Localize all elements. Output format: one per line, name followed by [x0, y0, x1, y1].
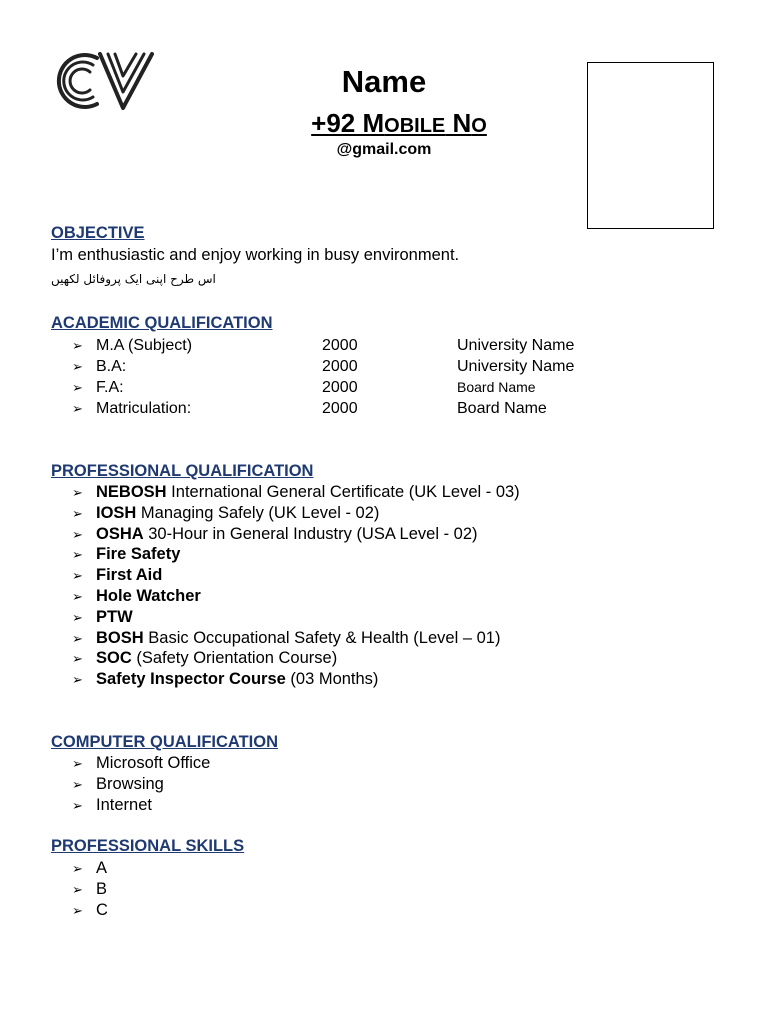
academic-table	[72, 335, 672, 419]
institution: Board Name	[457, 400, 547, 417]
arrow-bullet-icon: ➢	[72, 902, 83, 918]
academic-row	[72, 398, 672, 419]
arrow-bullet-icon: ➢	[72, 359, 83, 374]
academic-row	[72, 356, 672, 377]
arrow-bullet-icon: ➢	[72, 861, 83, 876]
arrow-bullet-icon: ➢	[72, 756, 83, 771]
objective-heading: OBJECTIVE	[51, 224, 145, 242]
list-item: ➢ Internet	[72, 795, 210, 816]
arrow-bullet-icon: ➢	[72, 338, 83, 353]
skills-list	[72, 858, 108, 920]
list-item: ➢ Microsoft Office	[72, 753, 210, 774]
arrow-bullet-icon: ➢	[72, 505, 83, 521]
arrow-bullet-icon: ➢	[72, 568, 83, 584]
arrow-bullet-icon: ➢	[72, 651, 83, 667]
qualification: Matriculation:	[96, 400, 192, 417]
arrow-bullet-icon: ➢	[72, 630, 83, 646]
list-item: ➢ Safety Inspector Course (03 Months)	[72, 669, 520, 690]
year: 2000	[322, 337, 358, 354]
email-address: @gmail.com	[336, 141, 432, 158]
professional-list	[72, 482, 520, 690]
arrow-bullet-icon: ➢	[72, 609, 83, 625]
arrow-bullet-icon: ➢	[72, 588, 83, 604]
skills-heading: PROFESSIONAL SKILLS	[51, 837, 245, 855]
arrow-bullet-icon: ➢	[72, 797, 83, 813]
institution: University Name	[457, 358, 575, 375]
computer-heading: COMPUTER QUALIFICATION	[51, 733, 279, 751]
list-item: ➢ A	[72, 858, 108, 879]
academic-heading: ACADEMIC QUALIFICATION	[51, 314, 273, 332]
mobile-number: +92 MOBILE NO	[311, 108, 487, 138]
year: 2000	[322, 400, 358, 417]
institution: University Name	[457, 337, 575, 354]
photo-placeholder	[587, 62, 714, 229]
list-item: ➢ Browsing	[72, 774, 210, 795]
qualification: F.A:	[96, 379, 124, 396]
academic-row	[72, 377, 672, 398]
institution: Board Name	[457, 379, 536, 395]
arrow-bullet-icon: ➢	[72, 380, 83, 395]
professional-heading: PROFESSIONAL QUALIFICATION	[51, 462, 314, 480]
list-item: ➢ BOSH Basic Occupational Safety & Health (Level – 01)	[72, 628, 520, 649]
list-item: ➢ SOC (Safety Orientation Course)	[72, 648, 520, 669]
list-item: ➢ Fire Safety	[72, 544, 520, 565]
objective-text: I’m enthusiastic and enjoy working in busy environment.	[51, 246, 460, 264]
list-item: ➢ Hole Watcher	[72, 586, 520, 607]
list-item: ➢ C	[72, 900, 108, 921]
qualification: M.A (Subject)	[96, 337, 193, 354]
year: 2000	[322, 358, 358, 375]
arrow-bullet-icon: ➢	[72, 547, 83, 563]
arrow-bullet-icon: ➢	[72, 881, 83, 897]
list-item: ➢ IOSH Managing Safely (UK Level - 02)	[72, 503, 520, 524]
candidate-name: Name	[341, 64, 427, 99]
list-item: ➢ First Aid	[72, 565, 520, 586]
arrow-bullet-icon: ➢	[72, 672, 83, 688]
arrow-bullet-icon: ➢	[72, 776, 83, 792]
arrow-bullet-icon: ➢	[72, 401, 83, 416]
urdu-note: اس طرح اپنی ایک پروفائل لکھیں	[51, 272, 216, 286]
arrow-bullet-icon: ➢	[72, 485, 83, 500]
year: 2000	[322, 379, 358, 396]
qualification: B.A:	[96, 358, 127, 375]
list-item: ➢ B	[72, 879, 108, 900]
list-item: ➢ NEBOSH International General Certificate (UK Level - 03)	[72, 482, 520, 503]
computer-list	[72, 753, 210, 815]
arrow-bullet-icon: ➢	[72, 526, 83, 542]
list-item: ➢ PTW	[72, 607, 520, 628]
academic-row	[72, 335, 672, 356]
list-item: ➢ OSHA 30-Hour in General Industry (USA Level - 02)	[72, 524, 520, 545]
cv-logo	[50, 48, 160, 114]
